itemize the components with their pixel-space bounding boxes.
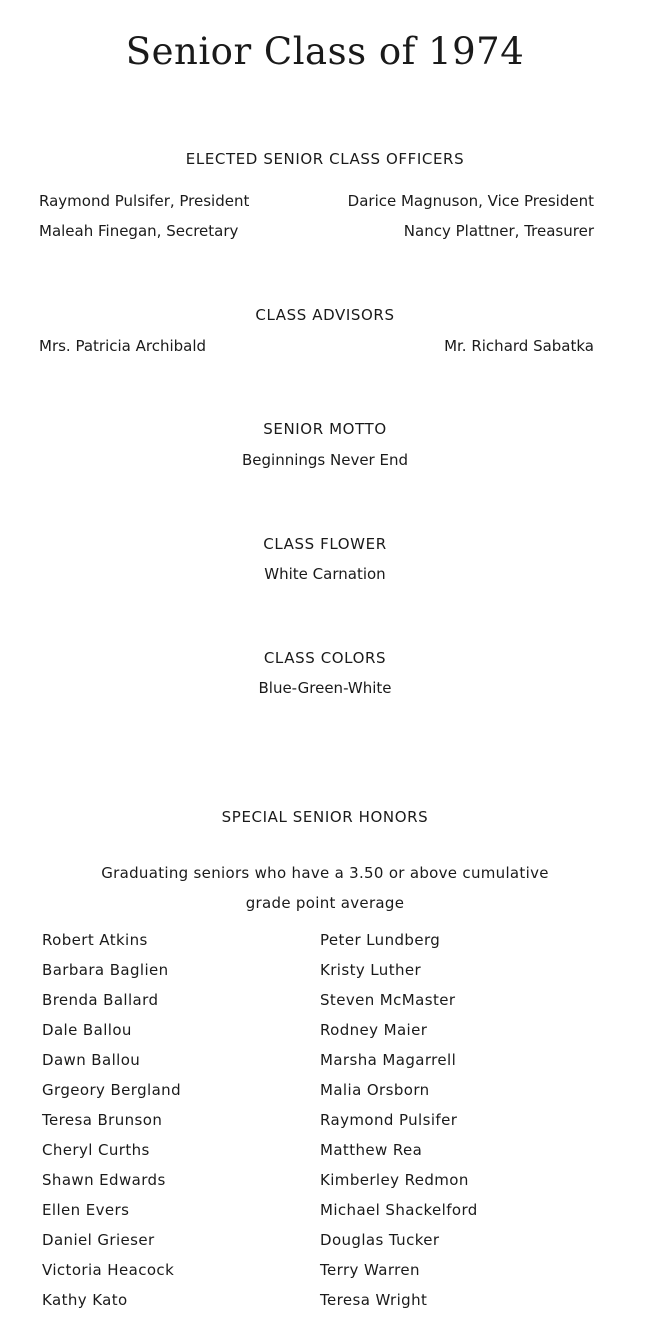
honor-student-name: Douglas Tucker	[320, 1231, 440, 1249]
honors-heading: SPECIAL SENIOR HONORS	[221, 808, 429, 826]
flower-value: White Carnation	[264, 565, 386, 583]
page-title: Senior Class of 1974	[125, 30, 525, 73]
honor-student-name: Terry Warren	[320, 1261, 420, 1279]
honor-student-name: Marsha Magarrell	[320, 1051, 457, 1069]
officer-president: Raymond Pulsifer, President	[39, 192, 250, 210]
honor-student-name: Teresa Wright	[320, 1291, 428, 1309]
advisor-left: Mrs. Patricia Archibald	[39, 337, 207, 355]
honors-description-line2: grade point average	[245, 894, 405, 912]
honor-student-name: Daniel Grieser	[42, 1231, 155, 1249]
honors-description-line1: Graduating seniors who have a 3.50 or above cumulative	[101, 864, 549, 882]
honor-student-name: Ellen Evers	[42, 1201, 130, 1219]
honors-description	[60, 858, 590, 918]
honor-student-name: Steven McMaster	[320, 991, 456, 1009]
flower-heading: CLASS FLOWER	[263, 535, 387, 553]
honor-student-name: Raymond Pulsifer	[320, 1111, 458, 1129]
honor-student-name: Peter Lundberg	[320, 931, 441, 949]
honor-student-name: Barbara Baglien	[42, 961, 169, 979]
officer-vice-president: Darice Magnuson, Vice President	[347, 192, 594, 210]
honor-student-name: Victoria Heacock	[42, 1261, 175, 1279]
honor-student-name: Dale Ballou	[42, 1021, 132, 1039]
honor-student-name: Brenda Ballard	[42, 991, 159, 1009]
motto-value: Beginnings Never End	[242, 451, 408, 469]
advisor-right: Mr. Richard Sabatka	[444, 337, 594, 355]
honor-student-name: Cheryl Curths	[42, 1141, 150, 1159]
honor-student-name: Michael Shackelford	[320, 1201, 478, 1219]
honor-student-name: Shawn Edwards	[42, 1171, 166, 1189]
motto-heading: SENIOR MOTTO	[263, 420, 387, 438]
honor-student-name: Teresa Brunson	[42, 1111, 163, 1129]
honor-student-name: Matthew Rea	[320, 1141, 423, 1159]
colors-value: Blue-Green-White	[258, 679, 392, 697]
honor-student-name: Robert Atkins	[42, 931, 148, 949]
officer-secretary: Maleah Finegan, Secretary	[39, 222, 239, 240]
advisors-heading: CLASS ADVISORS	[255, 306, 395, 324]
honor-student-name: Kimberley Redmon	[320, 1171, 469, 1189]
honors-list-right	[320, 929, 478, 1319]
honor-student-name: Dawn Ballou	[42, 1051, 141, 1069]
officer-treasurer: Nancy Plattner, Treasurer	[403, 222, 594, 240]
colors-heading: CLASS COLORS	[263, 649, 387, 667]
honor-student-name: Kristy Luther	[320, 961, 422, 979]
honors-list-left	[42, 929, 181, 1319]
honor-student-name: Grgeory Bergland	[42, 1081, 181, 1099]
honor-student-name: Rodney Maier	[320, 1021, 428, 1039]
honor-student-name: Malia Orsborn	[320, 1081, 430, 1099]
officers-heading: ELECTED SENIOR CLASS OFFICERS	[185, 150, 465, 168]
honor-student-name: Kathy Kato	[42, 1291, 128, 1309]
